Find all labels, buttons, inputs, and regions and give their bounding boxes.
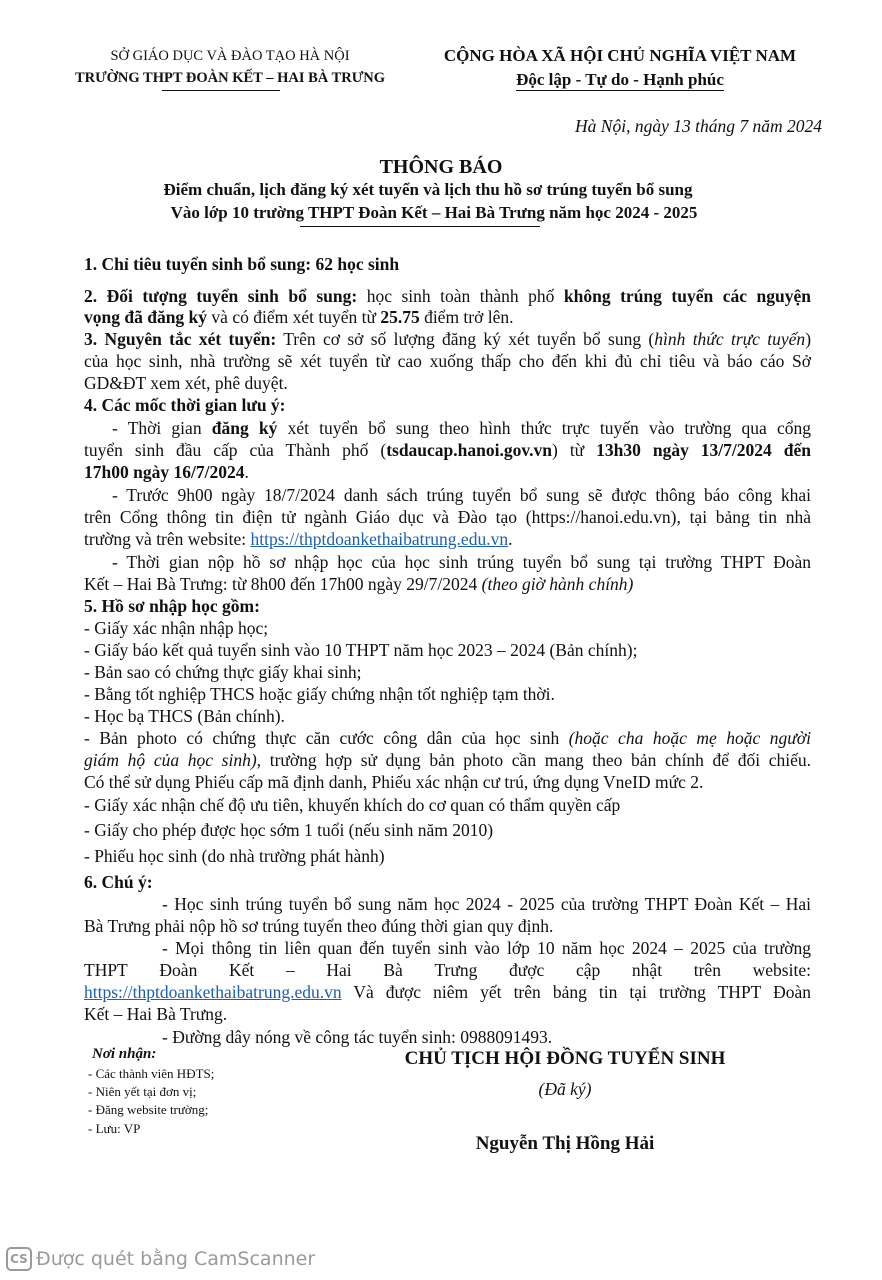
word: nhật — [631, 960, 663, 980]
s4c-text: Kết – Hai Bà Trưng: từ 8h00 đến 17h00 ngày 29/7/2024 — [84, 574, 482, 594]
s3-italic: hình thức trực tuyến — [654, 329, 806, 349]
s2-text: học sinh toàn thành phố — [357, 286, 564, 306]
signer-name: Nguyễn Thị Hồng Hải — [475, 1133, 655, 1154]
school-website-link-2[interactable]: https://thptdoankethaibatrung.edu.vn — [84, 982, 342, 1002]
word: Bà — [383, 960, 403, 980]
word: Kết — [229, 960, 255, 980]
doc-item: - Giấy xác nhận chế độ ưu tiên, khuyến khích do cơ quan có thẩm quyền cấp — [84, 795, 621, 815]
section-6-a-line-1: - Học sinh trúng tuyển bổ sung năm học 2024 - 2025 của trường THPT Đoàn Kết – Hai — [162, 894, 811, 914]
s2-text-2: và có điểm xét tuyển từ — [207, 307, 381, 327]
s4a-text-3: tuyển sinh đầu cấp của Thành phố ( — [84, 440, 387, 460]
school-website-link[interactable]: https://thptdoankethaibatrung.edu.vn — [250, 529, 509, 549]
school-underline — [162, 90, 280, 91]
s4a-bold-2: 13h30 ngày 13/7/2024 đến — [596, 440, 811, 460]
doc-item-photo-line-3: Có thể sử dụng Phiếu cấp mã định danh, Phiếu xác nhận cư trú, ứng dụng VneID mức 2. — [84, 772, 704, 792]
section-1-quota: 1. Chỉ tiêu tuyển sinh bổ sung: 62 học sinh — [84, 254, 400, 274]
s4c-italic: (theo giờ hành chính) — [481, 574, 634, 594]
section-6-b-line-2 — [84, 959, 811, 981]
s4a-bold: đăng ký — [211, 418, 278, 438]
issue-date: Hà Nội, ngày 13 tháng 7 năm 2024 — [575, 116, 822, 136]
section-2-heading: 2. Đối tượng tuyển sinh bổ sung: — [84, 286, 358, 306]
word: Hai — [326, 960, 352, 980]
doc-item: - Giấy xác nhận nhập học; — [84, 618, 269, 638]
doc-item-photo-line-1 — [84, 727, 811, 749]
photo-text: - Bản photo có chứng thực căn cước công dân của học sinh — [84, 728, 569, 748]
s4a-text-2: xét tuyển bổ sung theo hình thức trực tuyến vào trường qua cổng — [277, 418, 811, 438]
word: Trưng — [434, 960, 478, 980]
section-6-b-line-3 — [84, 981, 811, 1003]
word: – — [285, 960, 295, 980]
doc-subtitle-1: Điểm chuẩn, lịch đăng ký xét tuyển và lịch thu hồ sơ trúng tuyển bổ sung — [163, 180, 693, 199]
section-6-a-line-2: Bà Trưng phải nộp hồ sơ trúng tuyển theo đúng thời gian quy định. — [84, 916, 554, 936]
doc-item: - Giấy báo kết quả tuyển sinh vào 10 THPT năm học 2023 – 2024 (Bản chính); — [84, 640, 638, 660]
section-3-heading: 3. Nguyên tắc xét tuyển: — [84, 329, 277, 349]
s4a-text-4: ) từ — [552, 440, 597, 460]
cutoff-score: 25.75 — [380, 307, 420, 327]
recipient-item: - Lưu: VP — [88, 1121, 141, 1136]
s4b-text: trường và trên website: — [84, 529, 251, 549]
hotline: - Đường dây nóng về công tác tuyển sinh: 0988091493. — [162, 1027, 553, 1047]
title-underline — [300, 226, 540, 227]
s4a-period: . — [244, 462, 249, 482]
section-4-c-line-2 — [84, 573, 633, 595]
doc-item: - Phiếu học sinh (do nhà trường phát hành) — [84, 846, 385, 866]
s2-bold: không trúng tuyển các nguyện — [563, 286, 811, 306]
word: website: — [752, 960, 811, 980]
section-4-a-line-3 — [84, 461, 249, 483]
word: THPT — [84, 960, 128, 980]
department-name: SỞ GIÁO DỤC VÀ ĐÀO TẠO HÀ NỘI — [110, 48, 350, 64]
word: được — [509, 960, 545, 980]
section-4-b-line-1: - Trước 9h00 ngày 18/7/2024 danh sách trúng tuyển bổ sung sẽ được thông báo công khai — [112, 485, 811, 505]
doc-title: THÔNG BÁO — [379, 156, 503, 178]
photo-text-2: trường hợp sử dụng bản photo cần mang theo bản chính để đối chiếu. — [261, 750, 811, 770]
portal-url: tsdaucap.hanoi.gov.vn — [386, 440, 553, 460]
section-3-line-2: của học sinh, nhà trường sẽ xét tuyển từ cao xuống thấp cho đến khi đủ chỉ tiêu và báo cáo Sở — [84, 351, 811, 371]
doc-item-photo-line-2 — [84, 749, 811, 771]
section-6-b-line-1: - Mọi thông tin liên quan đến tuyển sinh vào lớp 10 năm học 2024 – 2025 của trường — [162, 938, 811, 958]
signature-role: CHỦ TỊCH HỘI ĐỒNG TUYỂN SINH — [404, 1048, 726, 1069]
section-4-b-line-3 — [84, 528, 512, 550]
school-name — [40, 68, 420, 88]
section-4-c-line-1: - Thời gian nộp hồ sơ nhập học của học sinh trúng tuyển bổ sung tại trường THPT Đoàn — [112, 552, 811, 572]
section-2-line-1 — [84, 285, 811, 307]
s2-bold-2: vọng đã đăng ký — [84, 307, 208, 327]
doc-subtitle-2: Vào lớp 10 trường THPT Đoàn Kết – Hai Bà Trưng năm học 2024 - 2025 — [170, 203, 698, 222]
word: cập — [575, 960, 601, 980]
s2-text-3: điểm trở lên. — [419, 307, 514, 327]
camscanner-text: Được quét bằng CamScanner — [36, 1248, 316, 1270]
section-4-a-line-2 — [84, 439, 811, 461]
doc-item: - Bản sao có chứng thực giấy khai sinh; — [84, 662, 362, 682]
word: trên — [693, 960, 721, 980]
nation-name: CỘNG HÒA XÃ HỘI CHỦ NGHĨA VIỆT NAM — [443, 46, 797, 65]
motto — [410, 68, 830, 92]
s3-text: Trên cơ sở số lượng đăng ký xét tuyển bổ sung ( — [276, 329, 655, 349]
signature-signed-note: (Đã ký) — [538, 1079, 592, 1099]
doc-item: - Bằng tốt nghiệp THCS hoặc giấy chứng nhận tốt nghiệp tạm thời. — [84, 684, 555, 704]
recipient-item: - Đăng website trường; — [88, 1102, 209, 1117]
motto-text: Độc lập - Tự do - Hạnh phúc — [516, 70, 724, 89]
doc-item: - Giấy cho phép được học sớm 1 tuổi (nếu sinh năm 2010) — [84, 820, 494, 840]
photo-italic: (hoặc cha hoặc mẹ hoặc người — [568, 728, 811, 748]
s4b-period: . — [508, 529, 513, 549]
recipient-item: - Các thành viên HĐTS; — [88, 1066, 215, 1081]
word: Đoàn — [159, 960, 198, 980]
section-2-line-2 — [84, 306, 514, 328]
recipient-item: - Niên yết tại đơn vị; — [88, 1084, 197, 1099]
s4a-text: - Thời gian — [112, 418, 212, 438]
photo-italic-2: giám hộ của học sinh), — [84, 750, 262, 770]
section-5-heading: 5. Hồ sơ nhập học gồm: — [84, 596, 260, 616]
section-3-line-3: GD&ĐT xem xét, phê duyệt. — [84, 373, 288, 393]
camscanner-watermark — [6, 1247, 315, 1271]
section-6-b-line-4: Kết – Hai Bà Trưng. — [84, 1004, 228, 1024]
section-3-line-1 — [84, 328, 811, 350]
section-4-heading: 4. Các mốc thời gian lưu ý: — [84, 395, 286, 415]
doc-item: - Học bạ THCS (Bản chính). — [84, 706, 285, 726]
recipients-heading: Nơi nhận: — [92, 1046, 157, 1062]
s6b-text: Và được niêm yết trên bảng tin tại trường THPT Đoàn — [341, 982, 811, 1002]
s4a-deadline: 17h00 ngày 16/7/2024 — [84, 462, 245, 482]
s3-paren: ) — [805, 329, 812, 349]
section-4-a-line-1 — [112, 417, 811, 439]
school-name-text: TRƯỜNG THPT ĐOÀN KẾT – HAI BÀ TRƯNG — [74, 70, 386, 86]
section-6-heading: 6. Chú ý: — [84, 872, 153, 892]
camscanner-icon: CS — [6, 1247, 32, 1271]
section-4-b-line-2: trên Cổng thông tin điện tử ngành Giáo dục và Đào tạo (https://hanoi.edu.vn), tại bảng tin nhà — [84, 507, 811, 527]
